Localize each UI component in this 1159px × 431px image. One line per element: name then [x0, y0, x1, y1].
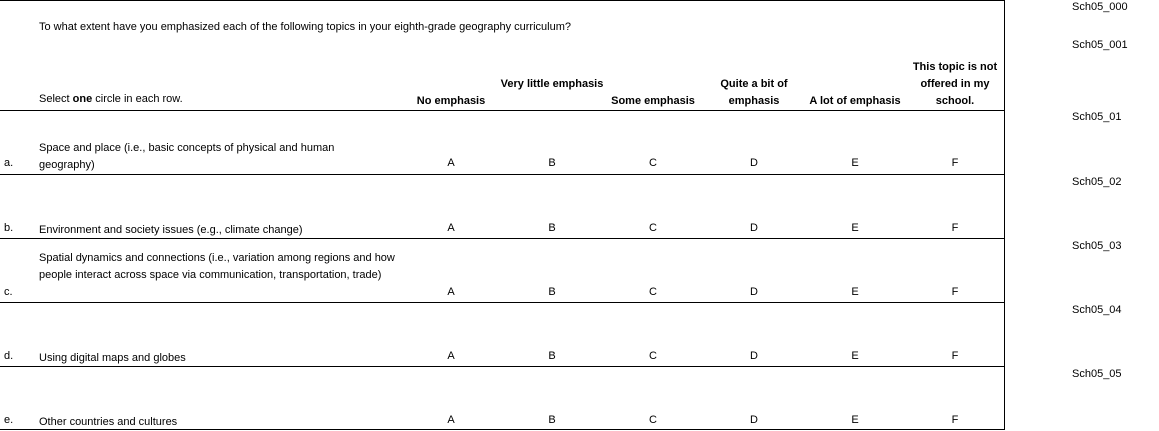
row-statement: Other countries and cultures: [39, 416, 178, 428]
option-d[interactable]: D: [750, 350, 758, 362]
option-c[interactable]: C: [649, 157, 657, 169]
option-d[interactable]: D: [750, 222, 758, 234]
row-letter: a.: [4, 157, 14, 169]
option-b[interactable]: B: [548, 350, 556, 362]
option-c[interactable]: C: [649, 222, 657, 234]
row-divider: [0, 302, 1005, 303]
option-e[interactable]: E: [851, 414, 859, 426]
row-letter: e.: [4, 414, 14, 426]
option-b[interactable]: B: [548, 286, 556, 298]
row-statement: Environment and society issues (e.g., climate change): [39, 224, 303, 236]
instruction-suffix: circle in each row.: [92, 93, 183, 105]
question-text: To what extent have you emphasized each of the following topics in your eighth-grade geography curriculum?: [39, 21, 571, 33]
option-c[interactable]: C: [649, 350, 657, 362]
column-header-no-emphasis: No emphasis: [416, 95, 486, 107]
column-header-a-lot-of-emphasis: A lot of emphasis: [809, 95, 901, 107]
option-b[interactable]: B: [548, 157, 556, 169]
column-header-some-emphasis: Some emphasis: [611, 95, 695, 107]
row-letter: c.: [4, 286, 13, 298]
option-f[interactable]: F: [951, 350, 959, 362]
row-letter: b.: [4, 222, 14, 234]
instruction-prefix: Select: [39, 93, 73, 105]
option-f[interactable]: F: [951, 414, 959, 426]
header-divider: [0, 110, 1005, 111]
variable-code-row-c: Sch05_03: [1072, 240, 1122, 252]
option-f[interactable]: F: [951, 286, 959, 298]
row-statement: Space and place (i.e., basic concepts of physical and human geography): [39, 142, 335, 171]
option-e[interactable]: E: [851, 286, 859, 298]
variable-code-question: Sch05_000: [1072, 1, 1128, 13]
instruction-emphasis: one: [72, 93, 93, 105]
option-f[interactable]: F: [951, 222, 959, 234]
option-a[interactable]: A: [447, 222, 455, 234]
option-a[interactable]: A: [447, 414, 455, 426]
column-header-very-little-emphasis: Very little emphasis: [500, 78, 604, 90]
option-a[interactable]: A: [447, 286, 455, 298]
column-header-topic-not-offered: This topic is not offered in my school.: [912, 61, 998, 107]
option-d[interactable]: D: [750, 157, 758, 169]
option-b[interactable]: B: [548, 222, 556, 234]
instruction-text: [39, 93, 183, 105]
row-statement: Spatial dynamics and connections (i.e., variation among regions and how people interact across space via communication, transportation, trade): [39, 252, 395, 281]
option-e[interactable]: E: [851, 157, 859, 169]
variable-code-row-a: Sch05_01: [1072, 111, 1122, 123]
variable-code-row-b: Sch05_02: [1072, 176, 1122, 188]
option-b[interactable]: B: [548, 414, 556, 426]
row-statement: Using digital maps and globes: [39, 352, 186, 364]
variable-code-instruction: Sch05_001: [1072, 39, 1128, 51]
column-header-quite-a-bit-of-emphasis: Quite a bit of emphasis: [720, 78, 788, 107]
option-a[interactable]: A: [447, 157, 455, 169]
option-d[interactable]: D: [750, 414, 758, 426]
option-c[interactable]: C: [649, 414, 657, 426]
option-e[interactable]: E: [851, 350, 859, 362]
option-f[interactable]: F: [951, 157, 959, 169]
option-a[interactable]: A: [447, 350, 455, 362]
option-e[interactable]: E: [851, 222, 859, 234]
option-d[interactable]: D: [750, 286, 758, 298]
row-letter: d.: [4, 350, 14, 362]
row-divider: [0, 174, 1005, 175]
variable-code-row-e: Sch05_05: [1072, 368, 1122, 380]
option-c[interactable]: C: [649, 286, 657, 298]
variable-code-row-d: Sch05_04: [1072, 304, 1122, 316]
